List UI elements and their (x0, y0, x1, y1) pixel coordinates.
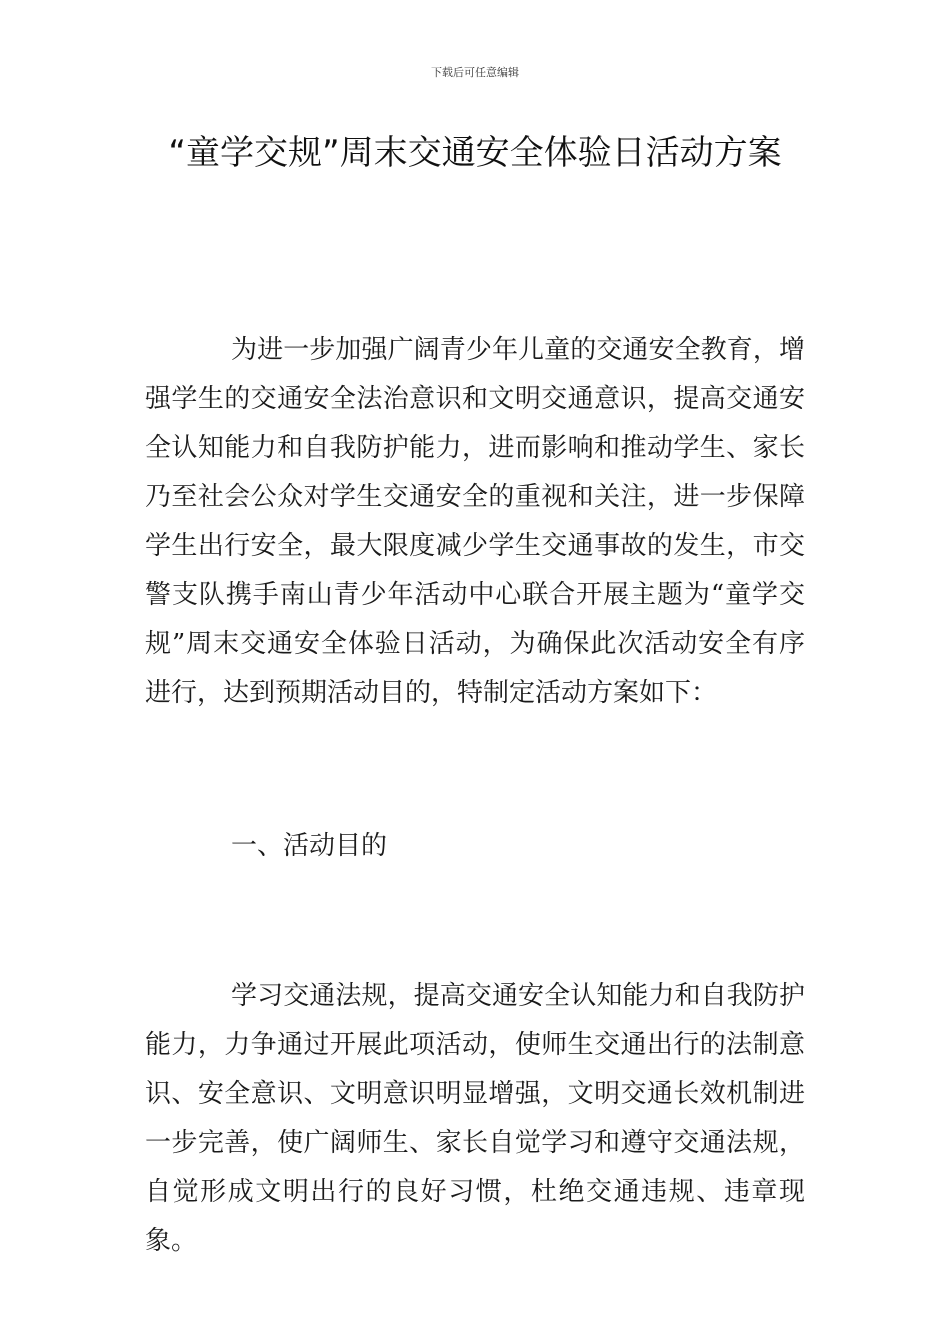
section-heading-purpose: 一、活动目的 (231, 831, 388, 861)
header-note: 下载后可任意编辑 (431, 66, 519, 79)
document-title: “童学交规”周末交通安全体验日活动方案 (168, 133, 782, 173)
intro-paragraph: 为进一步加强广阔青少年儿童的交通安全教育，增强学生的交通安全法治意识和文明交通意识，提高交通安全认知能力和自我防护能力，进而影响和推动学生、家长乃至社会公众对学生交通安全的重视和关注，进一步保障学生出行安全，最大限度减少学生交通事故的发生，市交警支队携手南山青少年活动中心联合开展主题为“童学交规”周末交通安全体验日活动，为确保此次活动安全有序进行，达到预期活动目的，特制定活动方案如下： (145, 335, 805, 708)
section-body-purpose: 学习交通法规，提高交通安全认知能力和自我防护能力，力争通过开展此项活动，使师生交通出行的法制意识、安全意识、文明意识明显增强，文明交通长效机制进一步完善，使广阔师生、家长自觉学习和遵守交通法规，自觉形成文明出行的良好习惯，杜绝交通违规、违章现象。 (145, 981, 805, 1256)
